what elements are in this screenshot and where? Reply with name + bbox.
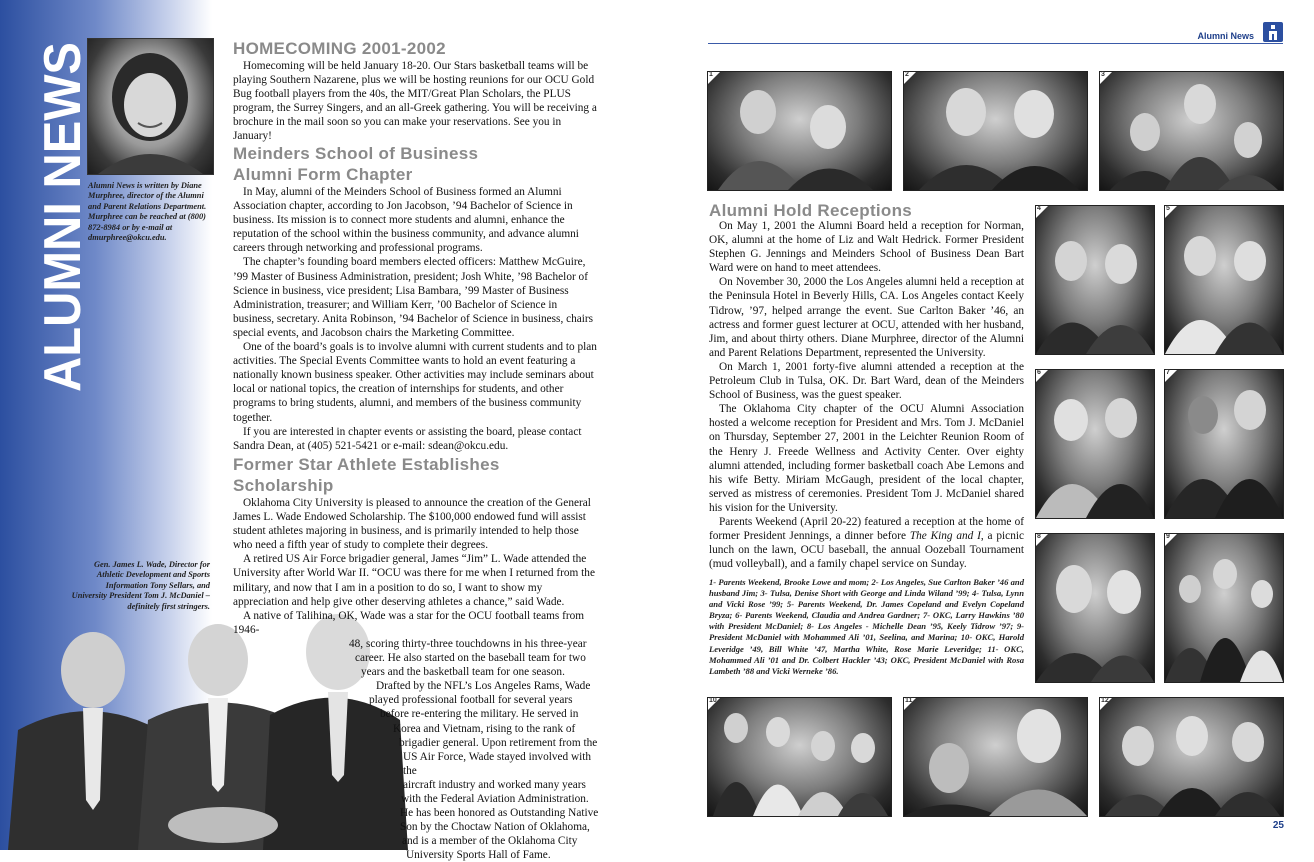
wrap-line: University Sports Hall of Fame.: [406, 849, 551, 862]
show-title: The King and I: [909, 530, 981, 543]
athlete-wrapped-text: [233, 637, 599, 862]
paragraph-text: , a picnic lunch on the lawn, OCU baseball, the annual Oozeball Tournament (mud volleyball), and a family chapel service on Sunday.: [709, 530, 1024, 571]
meinders-body: [233, 185, 599, 453]
reception-photo: [903, 71, 1088, 191]
photo-number: 11: [905, 697, 913, 704]
athlete-paragraph: A retired US Air Force brigadier general, James “Jim” L. Wade attended the University after World War II. “OCU was there for me when I returned from the military, and now that I am in a position to do so, I want to show my appreciation and help give other deserving athletes a chance,” said Wade.: [233, 553, 595, 608]
meinders-heading-line1: Meinders School of Business: [233, 144, 479, 163]
wrap-line: played professional football for several years: [369, 694, 573, 707]
vertical-title: [30, 30, 90, 400]
receptions-paragraph: [709, 515, 1024, 571]
meinders-paragraph: One of the board’s goals is to involve alumni with current students and to plan activities. The Special Events Committee wants to hold an event featuring a nationally known business speaker. Other activities may include seminars about local or national topics, the creation of internships for students, and other programs to bring students, alumni, and members of the business community together.: [233, 341, 597, 424]
reception-photo: [1035, 533, 1155, 683]
photo-figures: [708, 72, 891, 190]
photo-number: 10: [709, 697, 717, 704]
photo-figures: [904, 698, 1087, 816]
photo-figures: [1100, 698, 1283, 816]
homecoming-body: [233, 59, 599, 144]
wrap-line: career. He also started on the baseball team for two: [355, 652, 586, 665]
photo-number: 3: [1101, 71, 1105, 78]
photo-figures: [904, 72, 1087, 190]
photo-figures: [1036, 370, 1154, 518]
wrap-line: Drafted by the NFL’s Los Angeles Rams, Wade: [376, 680, 591, 693]
wrap-line: He has been honored as Outstanding Native: [400, 807, 599, 820]
wrap-line: Korea and Vietnam, rising to the rank of: [393, 722, 576, 735]
athlete-photo-caption: Gen. James L. Wade, Director for Athletic Development and Sports Information Tony Sellars, and University President Tom J. McDaniel – definitely first stringers.: [71, 560, 210, 611]
vertical-title-svg: [30, 30, 90, 400]
university-logo-icon: [1263, 22, 1283, 42]
wrap-line: US Air Force, Wade stayed involved with the: [403, 750, 592, 777]
paragraph-text: Parents Weekend (April 20-22) featured a reception at the home of former President Jennings, a dinner before: [709, 515, 1024, 543]
photo-number: 6: [1037, 369, 1041, 376]
photo-captions: 1- Parents Weekend, Brooke Lowe and mom; 2- Los Angeles, Sue Carlton Baker ’46 and husband Jim; 3- Tulsa, Denise Short with George and Linda Wiland ’99; 4- Tulsa, Lynn and Vicki Rose ’99; 5- Parents Weekend, Dr. James Copeland and Evelyn Copeland Bryza; 6- Parents Weekend, Claudia and Andrea Gardner; 7- OKC, Larry Hawkins ’80 with President McDaniel; 8- Los Angeles - Michelle Dean ’95, Keely Tidrow ’97; 9- President McDaniel with Mohammed Ali ’01, Seelina, and Marina; 10- OKC, Harold Leveridge ’49, Bill White ’47, Martha White, Rose Marie Leveridge; 11- OKC, Mohammed Ali ’01 and Dr. Colbert Hackler ’43; OKC, President McDaniel with Rosa Lambeth ’88 and Vicki Werneke ’86.: [709, 577, 1024, 676]
vertical-title-text: ALUMNI NEWS: [34, 30, 90, 392]
header-rule: [708, 43, 1283, 44]
reception-photo: [1035, 205, 1155, 355]
photo-number: 8: [1037, 533, 1041, 540]
photo-number: 5: [1166, 205, 1170, 212]
athlete-heading: Former Star Athlete Establishes Scholarship: [233, 455, 500, 495]
page-number: 25: [1272, 820, 1284, 831]
meinders-section: [233, 143, 599, 453]
reception-photo: [1035, 369, 1155, 519]
photo-figures: [1100, 72, 1283, 190]
wrap-line: Son by the Choctaw Nation of Oklahoma,: [400, 821, 590, 834]
photo-figures: [1036, 534, 1154, 682]
author-portrait-photo: [87, 38, 214, 175]
reception-photo: [1099, 697, 1284, 817]
wrap-line: 48, scoring thirty-three touchdowns in his three-year: [349, 637, 587, 650]
meinders-heading-line2: Alumni Form Chapter: [233, 165, 413, 184]
athlete-body: [233, 496, 599, 862]
reception-photo: [903, 697, 1088, 817]
receptions-paragraph: On March 1, 2001 forty-five alumni attended a reception at the Petroleum Club in Tulsa, OK. Dr. Bart Ward, dean of the Meinders School of Business, was the guest speaker.: [709, 360, 1024, 402]
wrap-line: brigadier general. Upon retirement from the: [399, 736, 598, 749]
photo-figures: [1165, 206, 1283, 354]
meinders-paragraph: The chapter’s founding board members elected officers: Matthew McGuire, ’99 Master of Business Administration, president; Josh White, ’98 Bachelor of Science in business, vice president; Lisa Bambara, ’99 Master of Business Administration, treasurer; and William Kerr, ’00 Bachelor of Science in business, secretary. Anita Robinson, ’94 Bachelor of Science in business, chairs special events, and Jacobson chairs the Marketing Committee.: [233, 256, 594, 339]
meinders-paragraph: In May, alumni of the Meinders School of Business formed an Alumni Association chapter, according to Jon Jacobson, ’94 Bachelor of Science in business. Its mission is to connect more students and alumni, enhance the reputation of the school within the business community, and advance alumni careers through networking and professional programs.: [233, 186, 579, 255]
logo-glyph: [1263, 22, 1283, 42]
reception-photo: [1099, 71, 1284, 191]
photo-number: 4: [1037, 205, 1041, 212]
wrap-line: before re-entering the military. He served in: [380, 708, 579, 721]
wrap-line: with the Federal Aviation Administration.: [401, 792, 589, 805]
photo-figures: [708, 698, 891, 816]
portrait-illustration: [88, 39, 213, 174]
homecoming-section: [233, 38, 599, 144]
wrap-line: years and the basketball team for one season.: [361, 666, 565, 679]
photo-figures: [1036, 206, 1154, 354]
wrap-line: and is a member of the Oklahoma City: [402, 835, 578, 848]
homecoming-heading: HOMECOMING 2001-2002: [233, 39, 446, 58]
homecoming-paragraph: Homecoming will be held January 18-20. Our Stars basketball teams will be playing Southern Nazarene, plus we will be hosting reunions for our OCU Gold Bug football players from the 40s, the MIT/Great Plan Scholars, the PLUS program, the Surrey Singers, and an all-Greek gathering. You will be receiving a brochure in the mail soon so you can make your reservations. See you in January!: [233, 60, 597, 143]
wrap-line: aircraft industry and worked many years: [403, 778, 586, 791]
receptions-body: [709, 219, 1024, 571]
reception-photo: [707, 71, 892, 191]
meinders-paragraph: If you are interested in chapter events or assisting the board, please contact Sandra Dean, at (405) 521-5421 or e-mail: sdean@okcu.edu.: [233, 425, 582, 452]
photo-number: 1: [709, 71, 713, 78]
receptions-heading: Alumni Hold Receptions: [709, 201, 913, 220]
author-note: Alumni News is written by Diane Murphree, director of the Alumni and Parent Relations Department. Murphree can be reached at (800) 872-8984 or by e-mail at dmurphree@okcu.edu.: [88, 181, 207, 243]
photo-number: 9: [1166, 533, 1170, 540]
receptions-paragraph: The Oklahoma City chapter of the OCU Alumni Association hosted a welcome reception for President and Mrs. Tom J. McDaniel on Thursday, September 27, 2001 in the Leichter Reunion Room of the Henry J. Freede Wellness and Activity Center. Over eighty alumni attended, including former basketball coach Abe Lemons and his wife Betty. Miriam McGaugh, president of the local chapter, served as mistress of ceremonies. President Tom J. McDaniel shared his vision for the University.: [709, 403, 1024, 514]
receptions-paragraph: On November 30, 2000 the Los Angeles alumni held a reception at the Peninsula Hotel in Beverly Hills, CA. Los Angeles contact Keely Tidrow, ’97, helped arrange the event. Sue Carlton Baker ’46, an actress and former guest lecturer at OCU, attended with her husband, Jim, and about thirty others. Diane Murphree, director of the Alumni and Parent Relations Department, represented the University.: [709, 276, 1024, 359]
photo-number: 7: [1166, 369, 1170, 376]
athlete-paragraph: Oklahoma City University is pleased to announce the creation of the General James L. Wade Endowed Scholarship. The $100,000 endowed fund will assist student athletes majoring in business, and is primarily intended to help those who need a fifth year of study to complete their degrees.: [233, 497, 591, 552]
running-header-label: Alumni News: [1197, 31, 1254, 41]
reception-photo: [1164, 205, 1284, 355]
photo-number: 2: [905, 71, 909, 78]
reception-photo: [1164, 533, 1284, 683]
reception-photo: [707, 697, 892, 817]
photo-figures: [1165, 534, 1283, 682]
receptions-paragraph: On May 1, 2001 the Alumni Board held a reception for Norman, OK, alumni at the home of Liz and Walt Hedrick. Former President Stephen G. Jennings and Meinders School of Business Dean Bart Ward were on hand to meet attendees.: [709, 220, 1024, 275]
photo-figures: [1165, 370, 1283, 518]
reception-photo: [1164, 369, 1284, 519]
athlete-section: [233, 454, 599, 862]
photo-number: 12: [1101, 697, 1109, 704]
athlete-paragraph: A native of Talihina, OK, Wade was a star for the OCU football teams from 1946-: [233, 609, 585, 636]
